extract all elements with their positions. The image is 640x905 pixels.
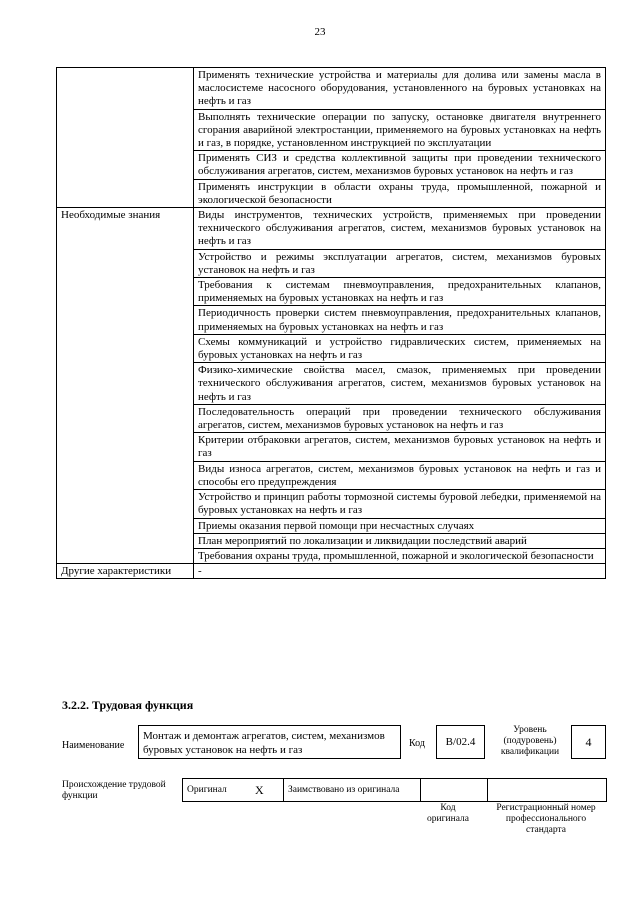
origin-label: Происхождение трудовой функции bbox=[62, 780, 166, 801]
table-row-other bbox=[57, 564, 606, 579]
origin-code-cell bbox=[421, 779, 488, 802]
function-code-box: В/02.4 bbox=[436, 725, 485, 759]
row-item: План мероприятий по локализации и ликвидации последствий аварий bbox=[194, 533, 606, 548]
code-label: Код bbox=[409, 738, 425, 749]
row-item: Требования охраны труда, промышленной, пожарной и экологической безопасности bbox=[194, 548, 606, 563]
row-item: Применять технические устройства и материалы для долива или замены масла в маслосистеме насосного оборудования, установленного на буровых установках на нефть и газ bbox=[194, 68, 606, 110]
row-item: Критерии отбраковки агрегатов, систем, механизмов буровых установок на нефть и газ bbox=[194, 433, 606, 461]
origin-mark-cell bbox=[251, 779, 284, 802]
row-item: Физико-химические свойства масел, смазок, применяемых при проведении технического обслуживания агрегатов, систем, механизмов буровых установок на нефть и газ bbox=[194, 363, 606, 405]
level-box: 4 bbox=[571, 725, 606, 759]
row-item: Требования к системам пневмоуправления, предохранительных клапанов, применяемых на буровых установках на нефть и газ bbox=[194, 278, 606, 306]
row-item: Последовательность операций при проведении технического обслуживания агрегатов, систем, механизмов буровых установок на нефть и газ bbox=[194, 404, 606, 432]
skills-knowledge-table bbox=[56, 67, 606, 579]
table-row bbox=[57, 68, 606, 110]
other-value: - bbox=[194, 564, 606, 579]
section-title: 3.2.2. Трудовая функция bbox=[62, 698, 194, 712]
row-item: Устройство и режимы эксплуатации агрегатов, систем, механизмов буровых установок на нефть и газ bbox=[194, 249, 606, 277]
row-label: Необходимые знания bbox=[57, 208, 194, 564]
row-item: Устройство и принцип работы тормозной системы буровой лебедки, применяемой на буровых установках на нефть и газ bbox=[194, 490, 606, 518]
row-item: Применять СИЗ и средства коллективной защиты при проведении технического обслуживания агрегатов, систем, механизмов буровых установок на нефть и газ bbox=[194, 151, 606, 179]
footer-reg-label: Регистрационный номер профессионального стандарта bbox=[496, 803, 596, 835]
level-label: Уровень (подуровень) квалификации bbox=[500, 725, 560, 757]
origin-mark: X bbox=[255, 783, 264, 797]
row-item: Применять инструкции в области охраны труда, промышленной, пожарной и экологической безопасности bbox=[194, 179, 606, 207]
row-item: Периодичность проверки систем пневмоуправления, предохранительных клапанов, применяемых на буровых установках на нефть и газ bbox=[194, 306, 606, 334]
row-item: Виды износа агрегатов, систем, механизмов буровых установок на нефть и газ и способы его предупреждения bbox=[194, 461, 606, 489]
function-name-box: Монтаж и демонтаж агрегатов, систем, механизмов буровых установок на нефть и газ bbox=[138, 725, 401, 759]
origin-original-cell bbox=[183, 779, 252, 802]
row-item: Схемы коммуникаций и устройство гидравлических систем, применяемых на буровых установках на нефть и газ bbox=[194, 334, 606, 362]
row-item: Выполнять технические операции по запуску, остановке двигателя внутреннего сгорания аварийной электростанции, применяемого на буровых установках на нефть и газ, в порядке, установленном инструкцией по эксплуатации bbox=[194, 109, 606, 151]
origin-table bbox=[182, 778, 607, 802]
table-row bbox=[57, 208, 606, 250]
page-number: 23 bbox=[314, 26, 326, 38]
name-label: Наименование bbox=[62, 740, 125, 751]
row-item: Виды инструментов, технических устройств, применяемых при проведении технического обслуживания агрегатов, систем, механизмов буровых установок на нефть и газ bbox=[194, 208, 606, 250]
footer-code-label: Код оригинала bbox=[427, 803, 469, 824]
origin-borrowed-cell bbox=[284, 779, 421, 802]
other-label: Другие характеристики bbox=[57, 564, 194, 579]
origin-borrowed-label: Заимствовано из оригинала bbox=[288, 785, 400, 795]
origin-reg-cell bbox=[488, 779, 607, 802]
origin-original-label: Оригинал bbox=[187, 785, 227, 795]
row-label bbox=[57, 68, 194, 208]
row-item: Приемы оказания первой помощи при несчастных случаях bbox=[194, 518, 606, 533]
